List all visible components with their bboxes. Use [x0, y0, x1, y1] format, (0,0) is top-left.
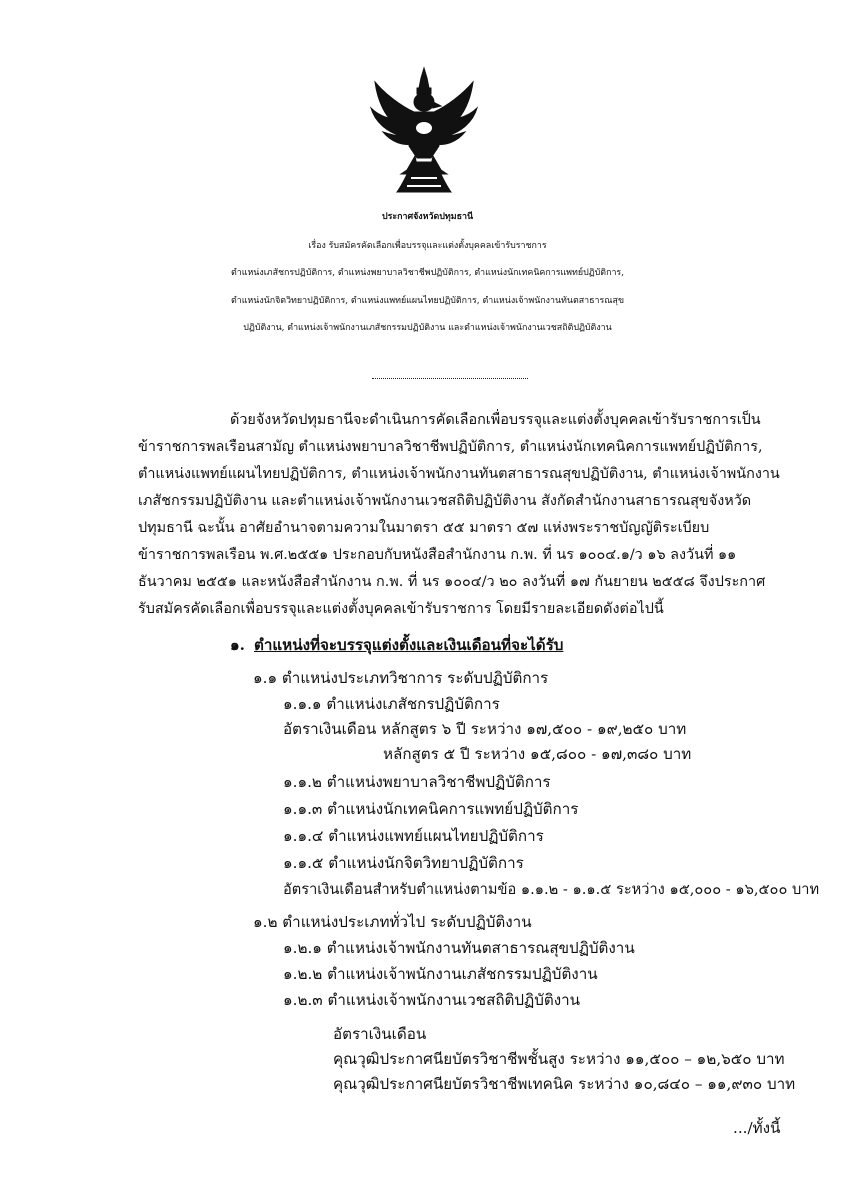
subject-line-4: ปฏิบัติงาน, ตำแหน่งเจ้าพนักงานเภสัชกรรมปฏิบัติงาน และตำแหน่งเจ้าพนักงานเวชสถิติปฏิบัติงาน — [243, 323, 612, 333]
section-1-2-2: ๑.๒.๒ ตำแหน่งเจ้าพนักงานเภสัชกรรมปฏิบัติงาน — [283, 965, 598, 983]
section-1-heading: ตำแหน่งที่จะบรรจุแต่งตั้งและเงินเดือนที่จะได้รับ — [254, 636, 564, 654]
section-1-number: ๑. — [230, 636, 245, 654]
subject-line-2: ตำแหน่งเภสัชกรปฏิบัติการ, ตำแหน่งพยาบาลวิชาชีพปฏิบัติการ, ตำแหน่งนักเทคนิคการแพทย์ปฏิบัติการ, — [230, 268, 625, 278]
garuda-emblem-icon — [367, 66, 481, 194]
paragraph-line-6: ข้าราชการพลเรือน พ.ศ.๒๕๕๑ ประกอบกับหนังสือสำนักงาน ก.พ. ที่ นร ๑๐๐๔.๑/ว ๑๖ ลงวันที่ ๑๑ — [138, 547, 737, 563]
section-1-1-5: ๑.๑.๕ ตำแหน่งนักจิตวิทยาปฏิบัติการ — [283, 854, 524, 872]
section-1-1-2: ๑.๑.๒ ตำแหน่งพยาบาลวิชาชีพปฏิบัติการ — [283, 773, 551, 791]
salary-6yr: อัตราเงินเดือน หลักสูตร ๖ ปี ระหว่าง ๑๗,๕๐๐ - ๑๙,๒๕๐ บาท — [283, 720, 687, 738]
paragraph-line-7: ธันวาคม ๒๕๕๑ และหนังสือสำนักงาน ก.พ. ที่ นร ๑๐๐๔/ว ๒๐ ลงวันที่ ๑๗ กันยายน ๒๕๕๘ จึงประกาศ — [138, 574, 766, 590]
section-1-2-1: ๑.๒.๑ ตำแหน่งเจ้าพนักงานทันตสาธารณสุขปฏิบัติงาน — [283, 939, 635, 957]
section-1-2: ๑.๒ ตำแหน่งประเภททั่วไป ระดับปฏิบัติงาน — [253, 913, 532, 931]
paragraph-line-2: ข้าราชการพลเรือนสามัญ ตำแหน่งพยาบาลวิชาชีพปฏิบัติการ, ตำแหน่งนักเทคนิคการแพทย์ปฏิบัติการ, — [138, 439, 763, 455]
subject-line-3: ตำแหน่งนักจิตวิทยาปฏิบัติการ, ตำแหน่งแพทย์แผนไทยปฏิบัติการ, ตำแหน่งเจ้าพนักงานทันตสาธารณสุข — [230, 296, 625, 306]
section-1-2-3: ๑.๒.๓ ตำแหน่งเจ้าพนักงานเวชสถิติปฏิบัติงาน — [283, 991, 581, 1009]
paragraph-line-5: ปทุมธานี ฉะนั้น อาศัยอำนาจตามความในมาตรา ๕๕ มาตรา ๕๗ แห่งพระราชบัญญัติระเบียบ — [138, 520, 710, 536]
section-1-1: ๑.๑ ตำแหน่งประเภทวิชาการ ระดับปฏิบัติการ — [253, 669, 549, 687]
page-title: ประกาศจังหวัดปทุมธานี — [381, 212, 474, 222]
salary-5yr: หลักสูตร ๕ ปี ระหว่าง ๑๕,๘๐๐ - ๑๗,๓๘๐ บาท — [383, 745, 692, 763]
salary-label: อัตราเงินเดือน — [333, 1025, 427, 1043]
paragraph-line-4: เภสัชกรรมปฏิบัติงาน และตำแหน่งเจ้าพนักงานเวชสถิติปฏิบัติงาน สังกัดสำนักงานสาธารณสุขจังหวัด — [138, 493, 752, 509]
section-1-1-1: ๑.๑.๑ ตำแหน่งเภสัชกรปฏิบัติการ — [283, 695, 500, 713]
continuation-mark: .../ทั้งนี้ — [733, 1119, 781, 1137]
paragraph-line-1: ด้วยจังหวัดปทุมธานีจะดำเนินการคัดเลือกเพื่อบรรจุและแต่งตั้งบุคคลเข้ารับราชการเป็น — [230, 412, 761, 428]
salary-high-vocational: คุณวุฒิประกาศนียบัตรวิชาชีพชั้นสูง ระหว่าง ๑๑,๕๐๐ – ๑๒,๖๕๐ บาท — [333, 1050, 785, 1068]
salary-1-1-2-to-1-1-5: อัตราเงินเดือนสำหรับตำแหน่งตามข้อ ๑.๑.๒ - ๑.๑.๕ ระหว่าง ๑๕,๐๐๐ - ๑๖,๕๐๐ บาท — [283, 881, 820, 898]
section-1-1-3: ๑.๑.๓ ตำแหน่งนักเทคนิคการแพทย์ปฏิบัติการ — [283, 800, 579, 818]
section-1-1-4: ๑.๑.๔ ตำแหน่งแพทย์แผนไทยปฏิบัติการ — [283, 827, 544, 845]
paragraph-line-8: รับสมัครคัดเลือกเพื่อบรรจุและแต่งตั้งบุคคลเข้ารับราชการ โดยมีรายละเอียดดังต่อไปนี้ — [138, 601, 664, 617]
subject-line-1: เรื่อง รับสมัครคัดเลือกเพื่อบรรจุและแต่งตั้งบุคคลเข้ารับราชการ — [308, 241, 547, 251]
paragraph-line-3: ตำแหน่งแพทย์แผนไทยปฏิบัติการ, ตำแหน่งเจ้าพนักงานทันตสาธารณสุขปฏิบัติงาน, ตำแหน่งเจ้าพนักงาน — [138, 466, 780, 482]
salary-technical-vocational: คุณวุฒิประกาศนียบัตรวิชาชีพเทคนิค ระหว่าง ๑๐,๘๔๐ – ๑๑,๙๓๐ บาท — [333, 1075, 796, 1093]
separator-dots — [372, 378, 528, 379]
